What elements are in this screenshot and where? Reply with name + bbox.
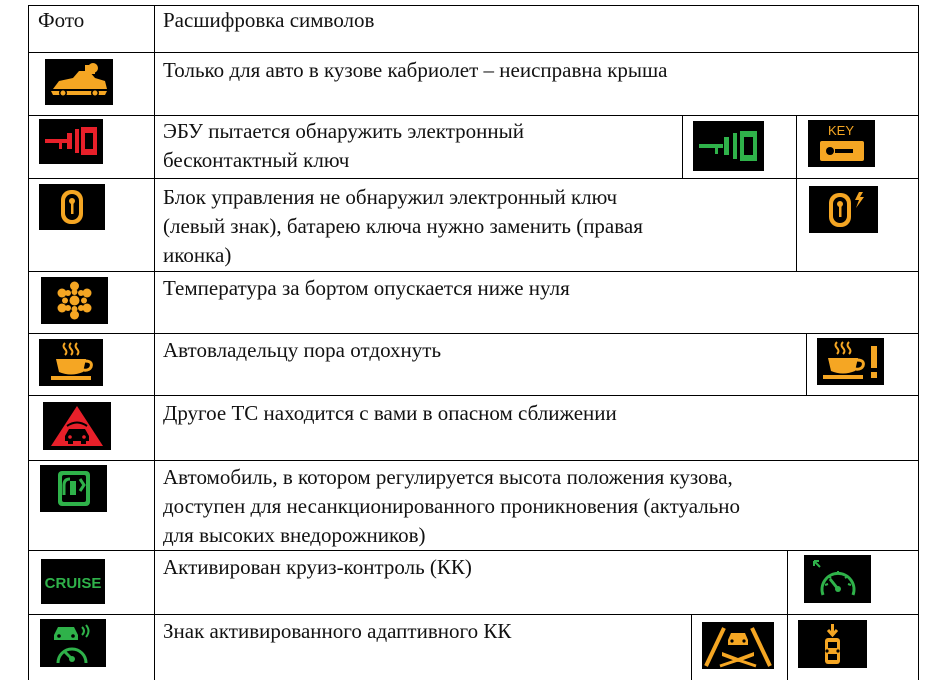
cruise-speedometer-icon [804, 555, 871, 603]
header-photo: Фото [38, 8, 85, 32]
table-border [154, 5, 155, 680]
row-3-description-line-1: Блок управления не обнаружил электронный ключ [163, 185, 618, 209]
vehicle-height-security-icon [40, 465, 107, 512]
cruise-icon-text: CRUISE [44, 575, 102, 592]
table-border [787, 614, 788, 680]
row-5-description: Автовладельцу пора отдохнуть [163, 338, 442, 362]
table-border [796, 178, 797, 271]
coffee-cup-icon [39, 339, 103, 386]
adaptive-cruise-icon [40, 619, 106, 667]
table-border [806, 333, 807, 395]
cruise-text-icon [41, 559, 105, 604]
row-9-description: Знак активированного адаптивного КК [163, 619, 512, 643]
table-border [787, 550, 788, 614]
key-fob-battery-icon [809, 186, 878, 233]
keyless-key-red-icon [39, 119, 103, 164]
row-1-description: Только для авто в кузове кабриолет – неисправна крыша [163, 58, 668, 82]
row-7-description-line-1: Автомобиль, в котором регулируется высота положения кузова, [163, 465, 733, 489]
table-border [28, 5, 918, 6]
table-border [28, 115, 918, 116]
table-border [28, 271, 918, 272]
table-border [28, 460, 918, 461]
row-8-description: Активирован круиз-контроль (КК) [163, 555, 472, 579]
table-border [691, 614, 692, 680]
row-7-description-line-3: для высоких внедорожников) [163, 523, 426, 547]
adaptive-cruise-lane-icon [702, 622, 774, 669]
table-border [28, 550, 918, 551]
row-6-description: Другое ТС находится с вами в опасном сближении [163, 401, 617, 425]
snowflake-icon [41, 277, 108, 324]
table-border [796, 115, 797, 178]
keyless-key-green-icon [693, 121, 764, 171]
table-border [28, 333, 918, 334]
table-border [918, 5, 919, 680]
key-icon-text: KEY [827, 123, 855, 138]
row-2-description-line-2: бесконтактный ключ [163, 148, 350, 172]
table-border [28, 52, 918, 53]
convertible-roof-icon [45, 59, 113, 105]
key-fob-missing-icon [39, 184, 105, 230]
row-2-description-line-1: ЭБУ пытается обнаружить электронный [163, 119, 524, 143]
table-border [28, 395, 918, 396]
key-indicator-icon [808, 120, 875, 167]
coffee-cup-warning-icon [817, 338, 884, 385]
row-3-description-line-2: (левый знак), батарею ключа нужно заменить (правая [163, 214, 643, 238]
table-border [28, 614, 918, 615]
row-3-description-line-3: иконка) [163, 243, 232, 267]
row-4-description: Температура за бортом опускается ниже нуля [163, 276, 570, 300]
table-border [28, 178, 918, 179]
table-border [28, 5, 29, 680]
header-decoding: Расшифровка символов [163, 8, 375, 32]
row-7-description-line-2: доступен для несанкционированного проникновения (актуально [163, 494, 741, 518]
table-border [682, 115, 683, 178]
adaptive-cruise-distance-icon [798, 620, 867, 668]
collision-warning-icon [43, 402, 111, 450]
